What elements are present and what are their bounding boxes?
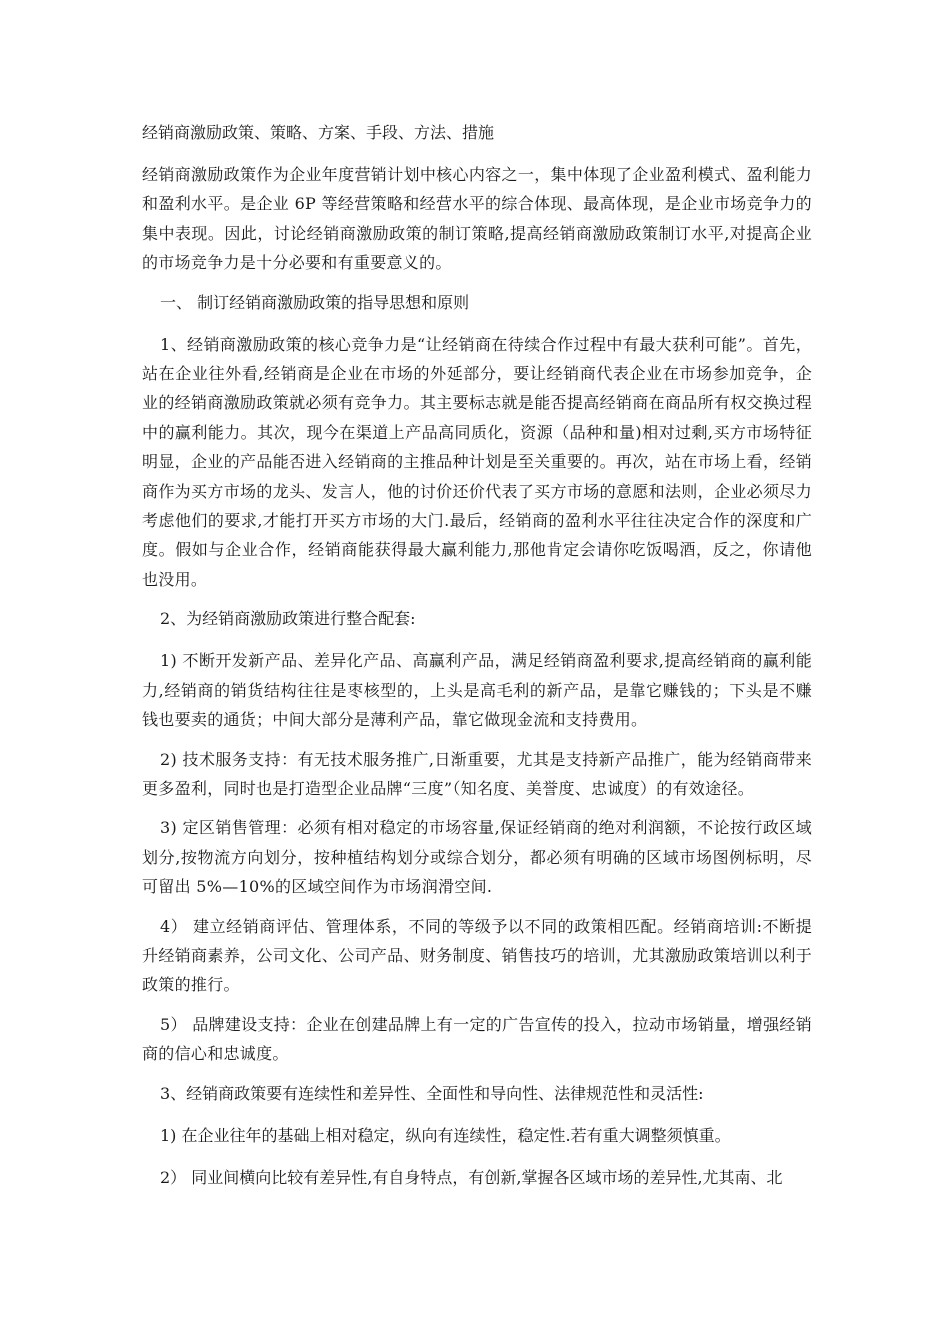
document-page	[142, 118, 812, 1205]
section-heading-3: 3、经销商政策要有连续性和差异性、全面性和导向性、法律规范性和灵活性:	[160, 1083, 704, 1103]
list-item-3: 3) 定区销售管理：必须有相对稳定的市场容量,保证经销商的绝对利润额，不论按行政区域划分,按物流方向划分，按种植结构划分或综合划分，都必须有明确的区域市场图例标明，尽可留出 5%—10%的区域空间作为市场润滑空间.	[142, 818, 812, 897]
list-item-1: 1) 不断开发新产品、差异化产品、高赢利产品，满足经销商盈利要求,提高经销商的赢利能力,经销商的销货结构往往是枣核型的，上头是高毛利的新产品，是靠它赚钱的；下头是不赚钱也要卖的通货；中间大部分是薄利产品，靠它做现金流和支持费用。	[142, 651, 812, 730]
list-item-3-2: 2） 同业间横向比较有差异性,有自身特点，有创新,掌握各区域市场的差异性,尤其南、北	[160, 1167, 783, 1187]
section-heading-2: 2、为经销商激励政策进行整合配套:	[160, 609, 416, 629]
paragraph-1: 1、经销商激励政策的核心竞争力是“让经销商在待续合作过程中有最大获利可能”。首先，站在企业往外看,经销商是企业在市场的外延部分，要让经销商代表企业在市场参加竞争，企业的经销商激励政策就必须有竞争力。其主要标志就是能否提高经销商在商品所有权交换过程中的赢利能力。其次，现今在渠道上产品高同质化，资源（品种和量)相对过剩,买方市场特征明显，企业的产品能否进入经销商的主推品种计划是至关重要的。再次，站在市场上看，经销商作为买方市场的龙头、发言人，他的讨价还价代表了买方市场的意愿和法则，企业必须尽力考虑他们的要求,才能打开买方市场的大门.最后，经销商的盈利水平往往决定合作的深度和广度。假如与企业合作，经销商能获得最大赢利能力,那他肯定会请你吃饭喝酒，反之，你请他也没用。	[142, 334, 812, 589]
list-item-2: 2) 技术服务支持：有无技术服务推广,日渐重要，尤其是支持新产品推广，能为经销商带来更多盈利，同时也是打造型企业品牌“三度”（知名度、美誉度、忠诚度）的有效途径。	[142, 749, 812, 798]
document-title: 经销商激励政策、策略、方案、手段、方法、措施	[142, 123, 495, 142]
intro-paragraph: 经销商激励政策作为企业年度营销计划中核心内容之一，集中体现了企业盈利模式、盈利能力和盈利水平。是企业 6P 等经营策略和经营水平的综合体现、最高体现，是企业市场竞争力的集中表现。因此，讨论经销商激励政策的制订策略,提高经销商激励政策制订水平,对提高企业的市场竞争力是十分必要和有重要意义的。	[142, 165, 812, 273]
list-item-4: 4） 建立经销商评估、管理体系，不同的等级予以不同的政策相匹配。经销商培训:不断提升经销商素养，公司文化、公司产品、财务制度、销售技巧的培训，尤其激励政策培训以利于政策的推行。	[142, 916, 812, 995]
list-item-5: 5） 品牌建设支持：企业在创建品牌上有一定的广告宣传的投入，拉动市场销量，增强经销商的信心和忠诚度。	[142, 1014, 812, 1064]
section-heading-1: 一、 制订经销商激励政策的指导思想和原则	[160, 292, 470, 312]
list-item-3-1: 1) 在企业往年的基础上相对稳定，纵向有连续性，稳定性.若有重大调整须慎重。	[160, 1125, 731, 1145]
